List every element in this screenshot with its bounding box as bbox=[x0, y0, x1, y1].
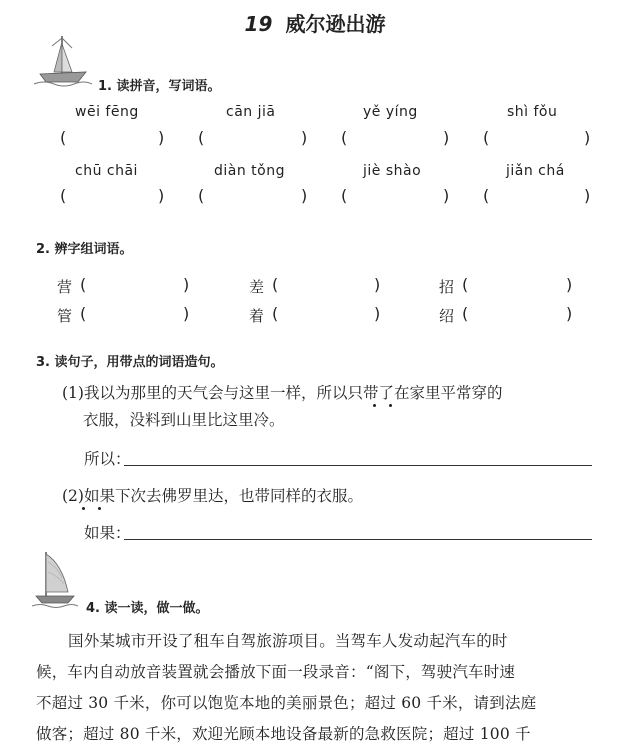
pinyin-item: shì fǒu bbox=[507, 104, 558, 120]
question-4-heading: 4. 读一读，做一做。 bbox=[86, 601, 209, 616]
lesson-title: 威尔逊出游 bbox=[285, 12, 386, 36]
page-title bbox=[0, 8, 630, 37]
answer-label-suoyi: 所以： bbox=[84, 450, 131, 468]
question-3-heading: 3. 读句子，用带点的词语造句。 bbox=[36, 355, 224, 370]
answer-blank-close: ) bbox=[158, 128, 165, 147]
answer-blank-close: ) bbox=[584, 186, 591, 205]
pinyin-item: jiǎn chá bbox=[506, 163, 565, 179]
character: 绍 bbox=[439, 307, 455, 325]
answer-line[interactable] bbox=[124, 539, 592, 540]
answer-line[interactable] bbox=[124, 465, 592, 466]
answer-blank-close: ) bbox=[566, 304, 573, 323]
pinyin-item: diàn tǒng bbox=[214, 163, 285, 179]
answer-blank-open: ( bbox=[483, 128, 490, 147]
sentence-1-line-1: (1)我以为那里的天气会与这里一样，所以只带了在家里平常穿的 bbox=[62, 384, 503, 402]
character: 营 bbox=[57, 278, 73, 296]
pinyin-item: chū chāi bbox=[75, 163, 138, 179]
answer-blank-close: ) bbox=[374, 304, 381, 323]
emphasis-dot bbox=[98, 507, 101, 510]
answer-blank-close: ) bbox=[301, 186, 308, 205]
pinyin-item: jiè shào bbox=[363, 163, 422, 179]
pinyin-item: wēi fēng bbox=[75, 104, 139, 120]
reading-passage bbox=[36, 626, 616, 750]
answer-blank-open: ( bbox=[60, 186, 67, 205]
answer-blank-close: ) bbox=[158, 186, 165, 205]
answer-blank-open: ( bbox=[198, 128, 205, 147]
answer-blank-open: ( bbox=[272, 275, 279, 294]
answer-blank-close: ) bbox=[443, 128, 450, 147]
answer-blank-close: ) bbox=[183, 304, 190, 323]
pinyin-item: yě yíng bbox=[363, 104, 418, 120]
question-1-heading: 1. 读拼音，写词语。 bbox=[98, 79, 221, 94]
answer-blank-open: ( bbox=[341, 186, 348, 205]
answer-blank-close: ) bbox=[183, 275, 190, 294]
character: 管 bbox=[57, 307, 73, 325]
emphasis-dot bbox=[389, 404, 392, 407]
emphasis-dot bbox=[373, 404, 376, 407]
character: 差 bbox=[249, 278, 265, 296]
emphasis-dot bbox=[82, 507, 85, 510]
passage-line: 不超过 30 千米，你可以饱览本地的美丽景色；超过 60 千米，请到法庭 bbox=[36, 694, 537, 712]
question-2-heading: 2. 辨字组词语。 bbox=[36, 242, 133, 257]
answer-blank-open: ( bbox=[272, 304, 279, 323]
character: 着 bbox=[249, 307, 265, 325]
answer-blank-open: ( bbox=[483, 186, 490, 205]
answer-blank-open: ( bbox=[80, 275, 87, 294]
pinyin-item: cān jiā bbox=[226, 104, 276, 120]
passage-line: 做客；超过 80 千米，欢迎光顾本地设备最新的急救医院；超过 100 千 bbox=[36, 725, 531, 743]
answer-blank-close: ) bbox=[301, 128, 308, 147]
passage-line: 候，车内自动放音装置就会播放下面一段录音：“阁下，驾驶汽车时速 bbox=[36, 663, 516, 681]
answer-blank-open: ( bbox=[462, 275, 469, 294]
answer-label-ruguo: 如果： bbox=[84, 524, 131, 542]
sentence-2-line-1: (2)如果下次去佛罗里达，也带同样的衣服。 bbox=[62, 487, 363, 505]
answer-blank-open: ( bbox=[80, 304, 87, 323]
answer-blank-open: ( bbox=[462, 304, 469, 323]
answer-blank-close: ) bbox=[374, 275, 381, 294]
sailing-ship-icon bbox=[32, 34, 92, 90]
sailboat-icon bbox=[32, 548, 78, 610]
character: 招 bbox=[439, 278, 455, 296]
answer-blank-close: ) bbox=[584, 128, 591, 147]
answer-blank-open: ( bbox=[341, 128, 348, 147]
sentence-1-line-2: 衣服，没料到山里比这里冷。 bbox=[83, 411, 285, 429]
answer-blank-close: ) bbox=[443, 186, 450, 205]
answer-blank-close: ) bbox=[566, 275, 573, 294]
answer-blank-open: ( bbox=[60, 128, 67, 147]
answer-blank-open: ( bbox=[198, 186, 205, 205]
lesson-number: 19 bbox=[244, 12, 273, 36]
passage-line: 国外某城市开设了租车自驾旅游项目。当驾车人发动起汽车的时 bbox=[68, 632, 508, 650]
